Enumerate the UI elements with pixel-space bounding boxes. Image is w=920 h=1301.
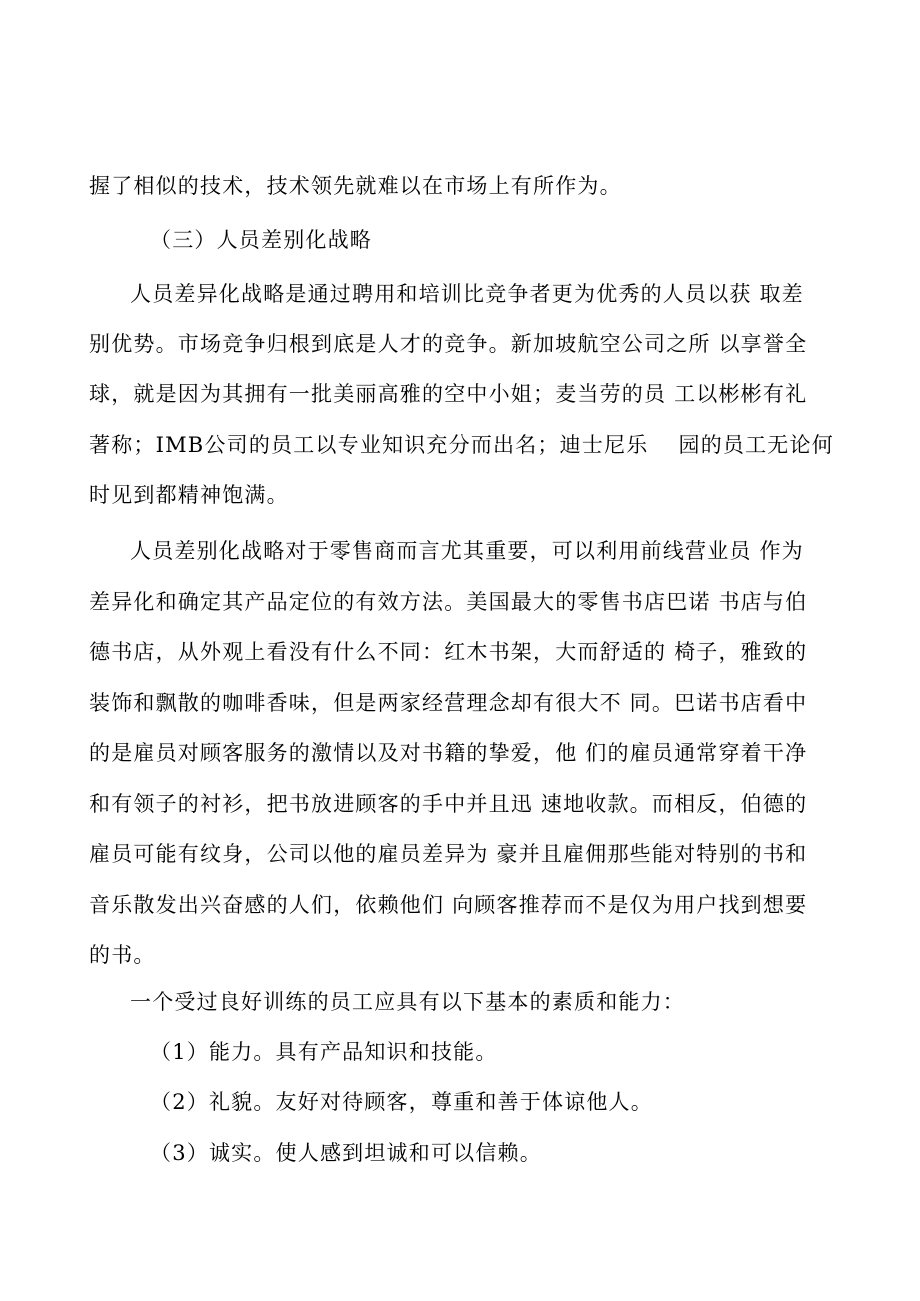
- paragraph-1-line: 著称；IMB公司的员工以专业知识充分而出名；迪士尼乐 园的员工无论何: [89, 433, 834, 457]
- paragraph-1-line: 球，就是因为其拥有一批美丽高雅的空中小姐；麦当劳的员 工以彬彬有礼: [89, 382, 808, 406]
- list-item: （3）诚实。使人感到坦诚和可以信赖。: [150, 1141, 542, 1165]
- paragraph-2-line: 的书。: [89, 943, 156, 967]
- paragraph-1-line: 别优势。市场竞争归根到底是人才的竞争。新加坡航空公司之所 以享誉全: [89, 332, 808, 356]
- paragraph-2-line: 和有领子的衬衫，把书放进顾客的手中并且迅 速地收款。而相反，伯德的: [89, 792, 808, 816]
- paragraph-2-line: 的是雇员对顾客服务的激情以及对书籍的挚爱，他 们的雇员通常穿着干净: [89, 741, 808, 765]
- paragraph-2-line: 雇员可能有纹身，公司以他的雇员差异为 豪并且雇佣那些能对特别的书和: [89, 842, 808, 866]
- section-heading: （三）人员差别化战略: [150, 228, 372, 252]
- paragraph-2-line: 人员差别化战略对于零售商而言尤其重要，可以利用前线营业员 作为: [130, 539, 804, 563]
- list-item: （2）礼貌。友好对待顾客，尊重和善于体谅他人。: [150, 1090, 653, 1114]
- paragraph-1-line: 时见到都精神饱满。: [89, 483, 289, 507]
- paragraph-3-text: 一个受过良好训练的员工应具有以下基本的素质和能力：: [130, 990, 685, 1014]
- paragraph-2-line: 差异化和确定其产品定位的有效方法。美国最大的零售书店巴诺 书店与伯: [89, 590, 808, 614]
- paragraph-2-line: 德书店，从外观上看没有什么不同：红木书架，大而舒适的 椅子，雅致的: [89, 640, 808, 664]
- continuation-text: 握了相似的技术，技术领先就难以在市场上有所作为。: [89, 174, 622, 198]
- paragraph-2-line: 音乐散发出兴奋感的人们，依赖他们 向顾客推荐而不是仅为用户找到想要: [89, 893, 808, 917]
- paragraph-1-line: 人员差异化战略是通过聘用和培训比竞争者更为优秀的人员以获 取差: [130, 282, 804, 306]
- paragraph-2-line: 装饰和飘散的咖啡香味，但是两家经营理念却有很大不 同。巴诺书店看中: [89, 691, 808, 715]
- list-item: （1）能力。具有产品知识和技能。: [150, 1040, 498, 1064]
